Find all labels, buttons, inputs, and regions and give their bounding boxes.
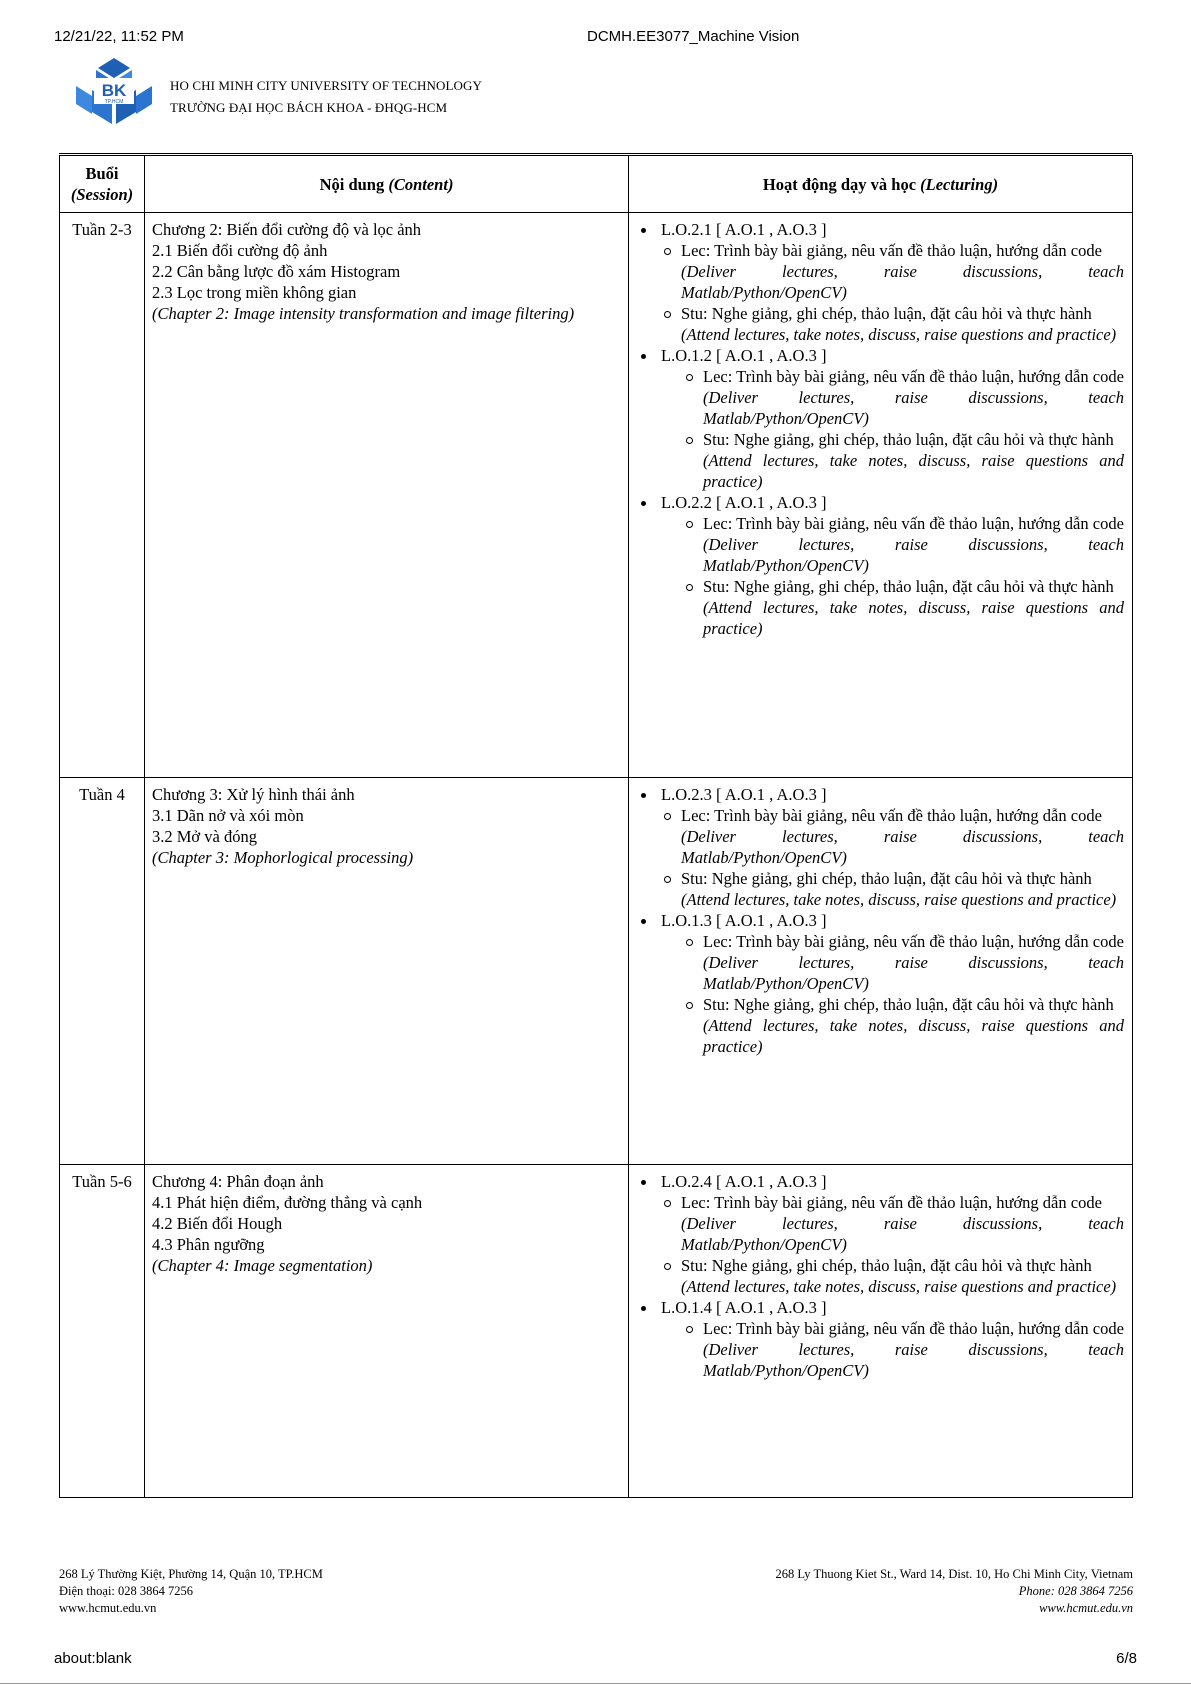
content-cell: Chương 4: Phân đoạn ảnh 4.1 Phát hiện điểm, đường thẳng và cạnh 4.2 Biến đổi Hough 4.3 Phân ngưỡng (Chapter 4: Image segmentation) xyxy=(145,1165,629,1498)
page-bottom-rule xyxy=(0,1683,1191,1684)
footer-address-en: 268 Ly Thuong Kiet St., Ward 14, Dist. 10, Ho Chi Minh City, Vietnam Phone: 028 3864 7256 www.hcmut.edu.vn xyxy=(775,1567,1133,1615)
session-cell: Tuần 5-6 xyxy=(60,1165,145,1498)
header-content: Nội dung (Content) xyxy=(145,156,629,213)
bk-logo-icon xyxy=(76,58,152,132)
print-url: about:blank xyxy=(54,1650,132,1667)
print-footer xyxy=(54,1650,1137,1670)
content-cell: Chương 2: Biến đổi cường độ và lọc ảnh 2.1 Biến đổi cường độ ảnh 2.2 Cân bằng lược đồ xám Histogram 2.3 Lọc trong miền không gian (Chapter 2: Image intensity transformation and image filtering) xyxy=(145,213,629,778)
table-row xyxy=(60,1165,1133,1498)
list-item: L.O.2.4 [ A.O.1 , A.O.3 ] Lec: Trình bày bài giảng, nêu vấn đề thảo luận, hướng dẫn code (Deliver lectures, raise discussions, teach Matlab/Python/OpenCV) Stu: Nghe giảng, ghi chép, thảo luận, đặt câu hỏi và thực hành (Attend lectures, take notes, discuss, raise questions and practice) xyxy=(637,1171,1124,1297)
svg-text:BK: BK xyxy=(101,81,127,100)
table-row xyxy=(60,778,1133,1165)
print-header xyxy=(54,28,1137,48)
syllabus-table xyxy=(59,155,1133,1498)
list-item: L.O.2.2 [ A.O.1 , A.O.3 ] Lec: Trình bày bài giảng, nêu vấn đề thảo luận, hướng dẫn code (Deliver lectures, raise discussions, teach Matlab/Python/OpenCV) Stu: Nghe giảng, ghi chép, thảo luận, đặt câu hỏi và thực hành (Attend lectures, take notes, discuss, raise questions and practice) xyxy=(637,492,1124,639)
lecturing-cell xyxy=(629,778,1133,1165)
list-item: L.O.1.2 [ A.O.1 , A.O.3 ] Lec: Trình bày bài giảng, nêu vấn đề thảo luận, hướng dẫn code (Deliver lectures, raise discussions, teach Matlab/Python/OpenCV) Stu: Nghe giảng, ghi chép, thảo luận, đặt câu hỏi và thực hành (Attend lectures, take notes, discuss, raise questions and practice) xyxy=(637,345,1124,492)
list-item: L.O.1.4 [ A.O.1 , A.O.3 ] Lec: Trình bày bài giảng, nêu vấn đề thảo luận, hướng dẫn code (Deliver lectures, raise discussions, teach Matlab/Python/OpenCV) xyxy=(637,1297,1124,1381)
session-cell: Tuần 4 xyxy=(60,778,145,1165)
lecturing-cell xyxy=(629,1165,1133,1498)
footer-address-vi: 268 Lý Thường Kiệt, Phường 14, Quận 10, TP.HCM Điện thoại: 028 3864 7256 www.hcmut.edu.vn xyxy=(59,1567,323,1615)
lecturing-cell xyxy=(629,213,1133,778)
table-row xyxy=(60,213,1133,778)
content-cell: Chương 3: Xử lý hình thái ảnh 3.1 Dãn nở và xói mòn 3.2 Mở và đóng (Chapter 3: Mophorlogical processing) xyxy=(145,778,629,1165)
list-item: L.O.2.1 [ A.O.1 , A.O.3 ] Lec: Trình bày bài giảng, nêu vấn đề thảo luận, hướng dẫn code (Deliver lectures, raise discussions, teach Matlab/Python/OpenCV) Stu: Nghe giảng, ghi chép, thảo luận, đặt câu hỏi và thực hành (Attend lectures, take notes, discuss, raise questions and practice) xyxy=(637,219,1124,345)
university-name-en: HO CHI MINH CITY UNIVERSITY OF TECHNOLOGY xyxy=(170,78,482,93)
header-lecturing: Hoạt động dạy và học (Lecturing) xyxy=(629,156,1133,213)
header-session: Buổi (Session) xyxy=(60,156,145,213)
svg-text:TP.HCM: TP.HCM xyxy=(104,99,124,105)
print-doc-title: DCMH.EE3077_Machine Vision xyxy=(587,28,800,45)
university-name xyxy=(170,75,482,119)
table-header-row xyxy=(60,156,1133,213)
page-number: 6/8 xyxy=(1116,1650,1137,1667)
university-name-vi: TRƯỜNG ĐẠI HỌC BÁCH KHOA - ĐHQG-HCM xyxy=(170,100,448,115)
list-item: L.O.1.3 [ A.O.1 , A.O.3 ] Lec: Trình bày bài giảng, nêu vấn đề thảo luận, hướng dẫn code (Deliver lectures, raise discussions, teach Matlab/Python/OpenCV) Stu: Nghe giảng, ghi chép, thảo luận, đặt câu hỏi và thực hành (Attend lectures, take notes, discuss, raise questions and practice) xyxy=(637,910,1124,1057)
print-datetime: 12/21/22, 11:52 PM xyxy=(54,28,184,45)
session-cell: Tuần 2-3 xyxy=(60,213,145,778)
university-logo xyxy=(76,58,152,132)
header-divider xyxy=(59,153,1132,154)
list-item: L.O.2.3 [ A.O.1 , A.O.3 ] Lec: Trình bày bài giảng, nêu vấn đề thảo luận, hướng dẫn code (Deliver lectures, raise discussions, teach Matlab/Python/OpenCV) Stu: Nghe giảng, ghi chép, thảo luận, đặt câu hỏi và thực hành (Attend lectures, take notes, discuss, raise questions and practice) xyxy=(637,784,1124,910)
